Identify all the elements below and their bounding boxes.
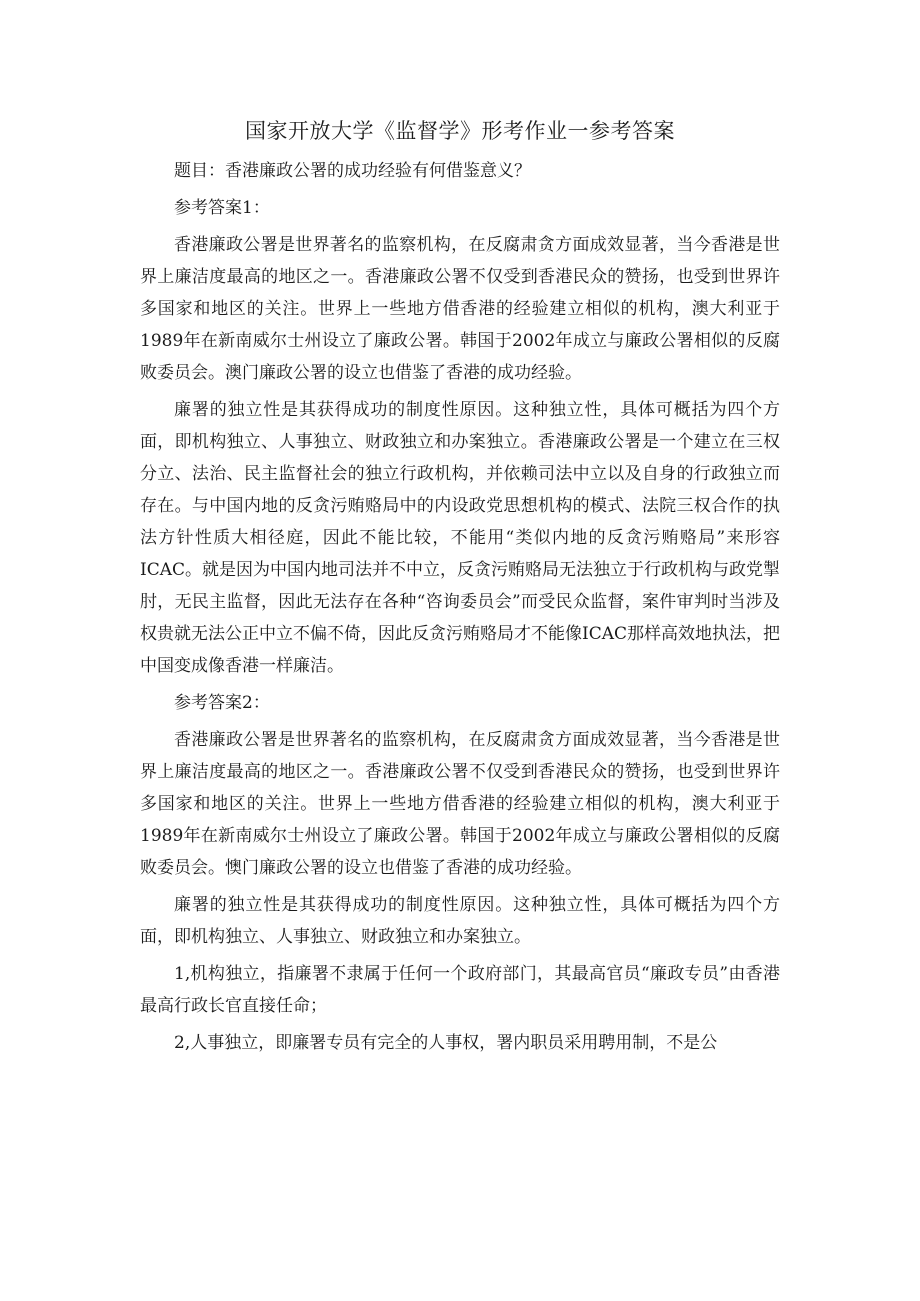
answer1-heading: 参考答案1： [174,198,270,218]
answer2-heading: 参考答案2： [174,693,270,713]
question-line: 题目：香港廉政公署的成功经验有何借鉴意义？ [174,161,531,181]
answer2-paragraph: 1,机构独立，指廉署不隶属于任何一个政府部门，其最高官员“廉政专员”由香港最高行政长官直接任命； [140,964,780,1016]
answer2-paragraph: 2,人事独立，即廉署专员有完全的人事权，署内职员采用聘用制，不是公 [174,1033,718,1053]
answer1-paragraph: 廉署的独立性是其获得成功的制度性原因。这种独立性，具体可概括为四个方面，即机构独立、人事独立、财政独立和办案独立。香港廉政公署是一个建立在三权分立、法治、民主监督社会的独立行政机构，并依赖司法中立以及自身的行政独立而存在。与中国内地的反贪污贿赂局中的内设政党思想机构的模式、法院三权合作的执法方针性质大相径庭，因此不能比较，不能用“类似内地的反贪污贿赂局”来形容ICAC。就是因为中国内地司法并不中立，反贪污贿赂局无法独立于行政机构与政党掣肘，无民主监督，因此无法存在各种“咨询委员会”而受民众监督，案件审判时当涉及权贵就无法公正中立不偏不倚，因此反贪污贿赂局才不能像ICAC那样高效地执法，把中国变成像香港一样廉洁。 [140,400,781,676]
answer2-paragraph: 香港廉政公署是世界著名的监察机构，在反腐肃贪方面成效显著，当今香港是世界上廉洁度最高的地区之一。香港廉政公署不仅受到香港民众的赞扬，也受到世界许多国家和地区的关注。世界上一些地方借香港的经验建立相似的机构，澳大利亚于1989年在新南威尔士州设立了廉政公署。韩国于2002年成立与廉政公署相似的反腐败委员会。懊门廉政公署的设立也借鉴了香港的成功经验。 [140,730,780,878]
answer2-paragraph: 廉署的独立性是其获得成功的制度性原因。这种独立性，具体可概括为四个方面，即机构独立、人事独立、财政独立和办案独立。 [140,895,780,947]
answer1-paragraph: 香港廉政公署是世界著名的监察机构，在反腐肃贪方面成效显著，当今香港是世界上廉洁度最高的地区之一。香港廉政公署不仅受到香港民众的赞扬，也受到世界许多国家和地区的关注。世界上一些地方借香港的经验建立相似的机构，澳大利亚于1989年在新南威尔士州设立了廉政公署。韩国于2002年成立与廉政公署相似的反腐败委员会。澳门廉政公署的设立也借鉴了香港的成功经验。 [140,235,780,383]
document-body [140,155,780,1059]
document-title: 国家开放大学《监督学》形考作业一参考答案 [245,119,675,143]
